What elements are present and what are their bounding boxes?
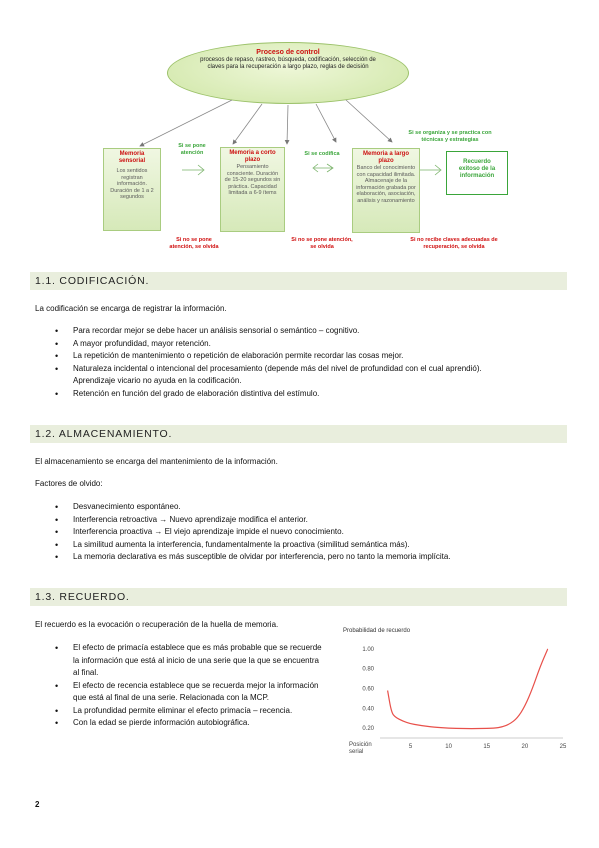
control-process-body: procesos de repaso, rastreo, búsqueda, codificación, selección de claves para la recuperación a largo plazo, reglas de decisión: [200, 57, 376, 70]
almacenamiento-intro: El almacenamiento se encarga del mantenimiento de la información.: [35, 457, 278, 466]
x-tick-label: 10: [445, 744, 452, 750]
x-tick-label: 20: [521, 744, 529, 750]
arrow-control-attention: [233, 104, 262, 144]
list-item: • A mayor profundidad, mayor retención.: [55, 338, 211, 349]
section-title: 1.1. CODIFICACIÓN.: [35, 275, 150, 287]
control-process-title: Proceso de control: [256, 49, 320, 56]
list-item: • Retención en función del grado de elaboración distintiva del estímulo.: [55, 388, 320, 399]
no-attention-note-2: Si no se pone atención, se olvida: [291, 237, 353, 250]
olvido-subhead: Factores de olvido:: [35, 479, 103, 488]
list-item: • La memoria declarativa es más susceptible de olvidar por interferencia, pero no tanto la memoria implícita.: [55, 552, 451, 562]
arrow-short-long: [313, 164, 333, 172]
list-item: • Desvanecimiento espontáneo.: [55, 502, 181, 512]
list-item: • La repetición de mantenimiento o repetición de elaboración permite recordar las cosas mejor.: [55, 351, 404, 361]
recall-title: Recuerdo: [463, 159, 491, 165]
list-item: • La similitud aumenta la interferencia, fundamentalmente la proactiva (similitud semántica más).: [55, 539, 410, 550]
long-term-memory-box: [352, 148, 420, 233]
series-line: [388, 649, 548, 729]
section-title: 1.2. ALMACENAMIENTO.: [35, 428, 173, 440]
x-tick-label: 15: [483, 744, 491, 750]
arrow-long-recall: [420, 165, 441, 175]
recuerdo-intro: El recuerdo es la evocación o recuperación de la huella de memoria.: [35, 620, 279, 629]
list-item: • Interferencia proactiva → El viejo aprendizaje impide el nuevo conocimiento.: [55, 527, 344, 537]
list-item: • El efecto de recencia establece que se recuerda mejor la información que está al final de una serie. Relacionada con la MCP.: [55, 680, 319, 702]
serial-position-chart: [335, 636, 575, 761]
sensory-memory-box: [103, 148, 161, 231]
page-number: 2: [35, 800, 40, 809]
encode-note: Si se codifica: [304, 151, 340, 157]
y-tick-label: 0.20: [362, 726, 374, 733]
no-attention-note-1: Si no se pone atención, se olvida: [169, 237, 219, 250]
attention-note: Si se pone atención: [178, 143, 206, 156]
organize-note: Si se organiza y se practica con técnicas y estrategias: [408, 130, 492, 143]
x-axis-label: serial: [349, 749, 364, 755]
x-axis-label: Posición: [349, 742, 372, 748]
sensory-memory-title: Memoria sensorial: [118, 151, 146, 164]
diagram-arrows: [0, 0, 599, 260]
recall-box: [446, 151, 508, 195]
recuerdo-bullets: [55, 642, 325, 730]
section-header-recuerdo: [30, 588, 567, 606]
short-term-memory-box: [220, 147, 285, 232]
y-tick-label: 0.40: [362, 706, 374, 713]
list-item: • La profundidad permite eliminar el efecto primacía – recencia.: [55, 705, 293, 716]
recall-body: exitoso de la información: [458, 166, 496, 179]
section-header-codificacion: [30, 272, 567, 290]
x-tick-label: 5: [408, 744, 413, 750]
y-tick-label: 0.60: [362, 686, 374, 693]
list-item: • Interferencia retroactiva → Nuevo aprendizaje modifica el anterior.: [55, 514, 308, 525]
list-item: Aprendizaje vicario no ayuda en la codificación.: [73, 376, 242, 385]
short-term-memory-title: Memoria a corto plazo: [229, 150, 276, 163]
y-tick-label: 1.00: [362, 646, 374, 653]
no-keys-note: Si no recibe claves adecuadas de recuperación, se olvida: [410, 237, 498, 250]
list-item: • Naturaleza incidental o intencional del procesamiento (depende más del nivel de profundidad con el cual aprendió).: [55, 363, 482, 374]
section-header-almacenamiento: [30, 425, 567, 443]
arrow-control-short: [287, 105, 288, 144]
codificacion-intro: La codificación se encarga de registrar la información.: [35, 304, 227, 313]
sensory-memory-body: Los sentidos registran información. Duración de 1 a 2 segundos: [110, 168, 154, 201]
arrow-control-encode: [316, 104, 336, 142]
x-tick-label: 25: [559, 744, 567, 750]
y-tick-label: 0.80: [362, 666, 374, 673]
list-item: • El efecto de primacía establece que es más probable que se recuerde la información que está al inicio de una serie que la que se encuentra al final.: [55, 643, 322, 677]
list-item: • Con la edad se pierde información autobiográfica.: [55, 718, 250, 728]
list-item: • Para recordar mejor se debe hacer un análisis sensorial o semántico – cognitivo.: [55, 326, 360, 336]
section-title: 1.3. RECUERDO.: [35, 591, 130, 603]
short-term-memory-body: Pensamiento consciente. Duración de 15-20 segundos sin práctica. Capacidad limitada a 6-9 ítems: [224, 164, 281, 197]
chart-title: Probabilidad de recuerdo: [343, 628, 411, 634]
codificacion-bullets: [55, 325, 563, 400]
arrow-control-long: [346, 100, 392, 142]
arrow-control-sensory: [140, 100, 232, 146]
long-term-memory-body: Banco del conocimiento con capacidad ilimitada. Almacenaje de la información grabada por elaboración, asociación, análisis y razonamiento: [356, 165, 416, 204]
long-term-memory-title: Memoria a largo plazo: [362, 151, 409, 164]
olvido-bullets: [55, 501, 563, 564]
arrow-sensory-short: [182, 165, 204, 175]
